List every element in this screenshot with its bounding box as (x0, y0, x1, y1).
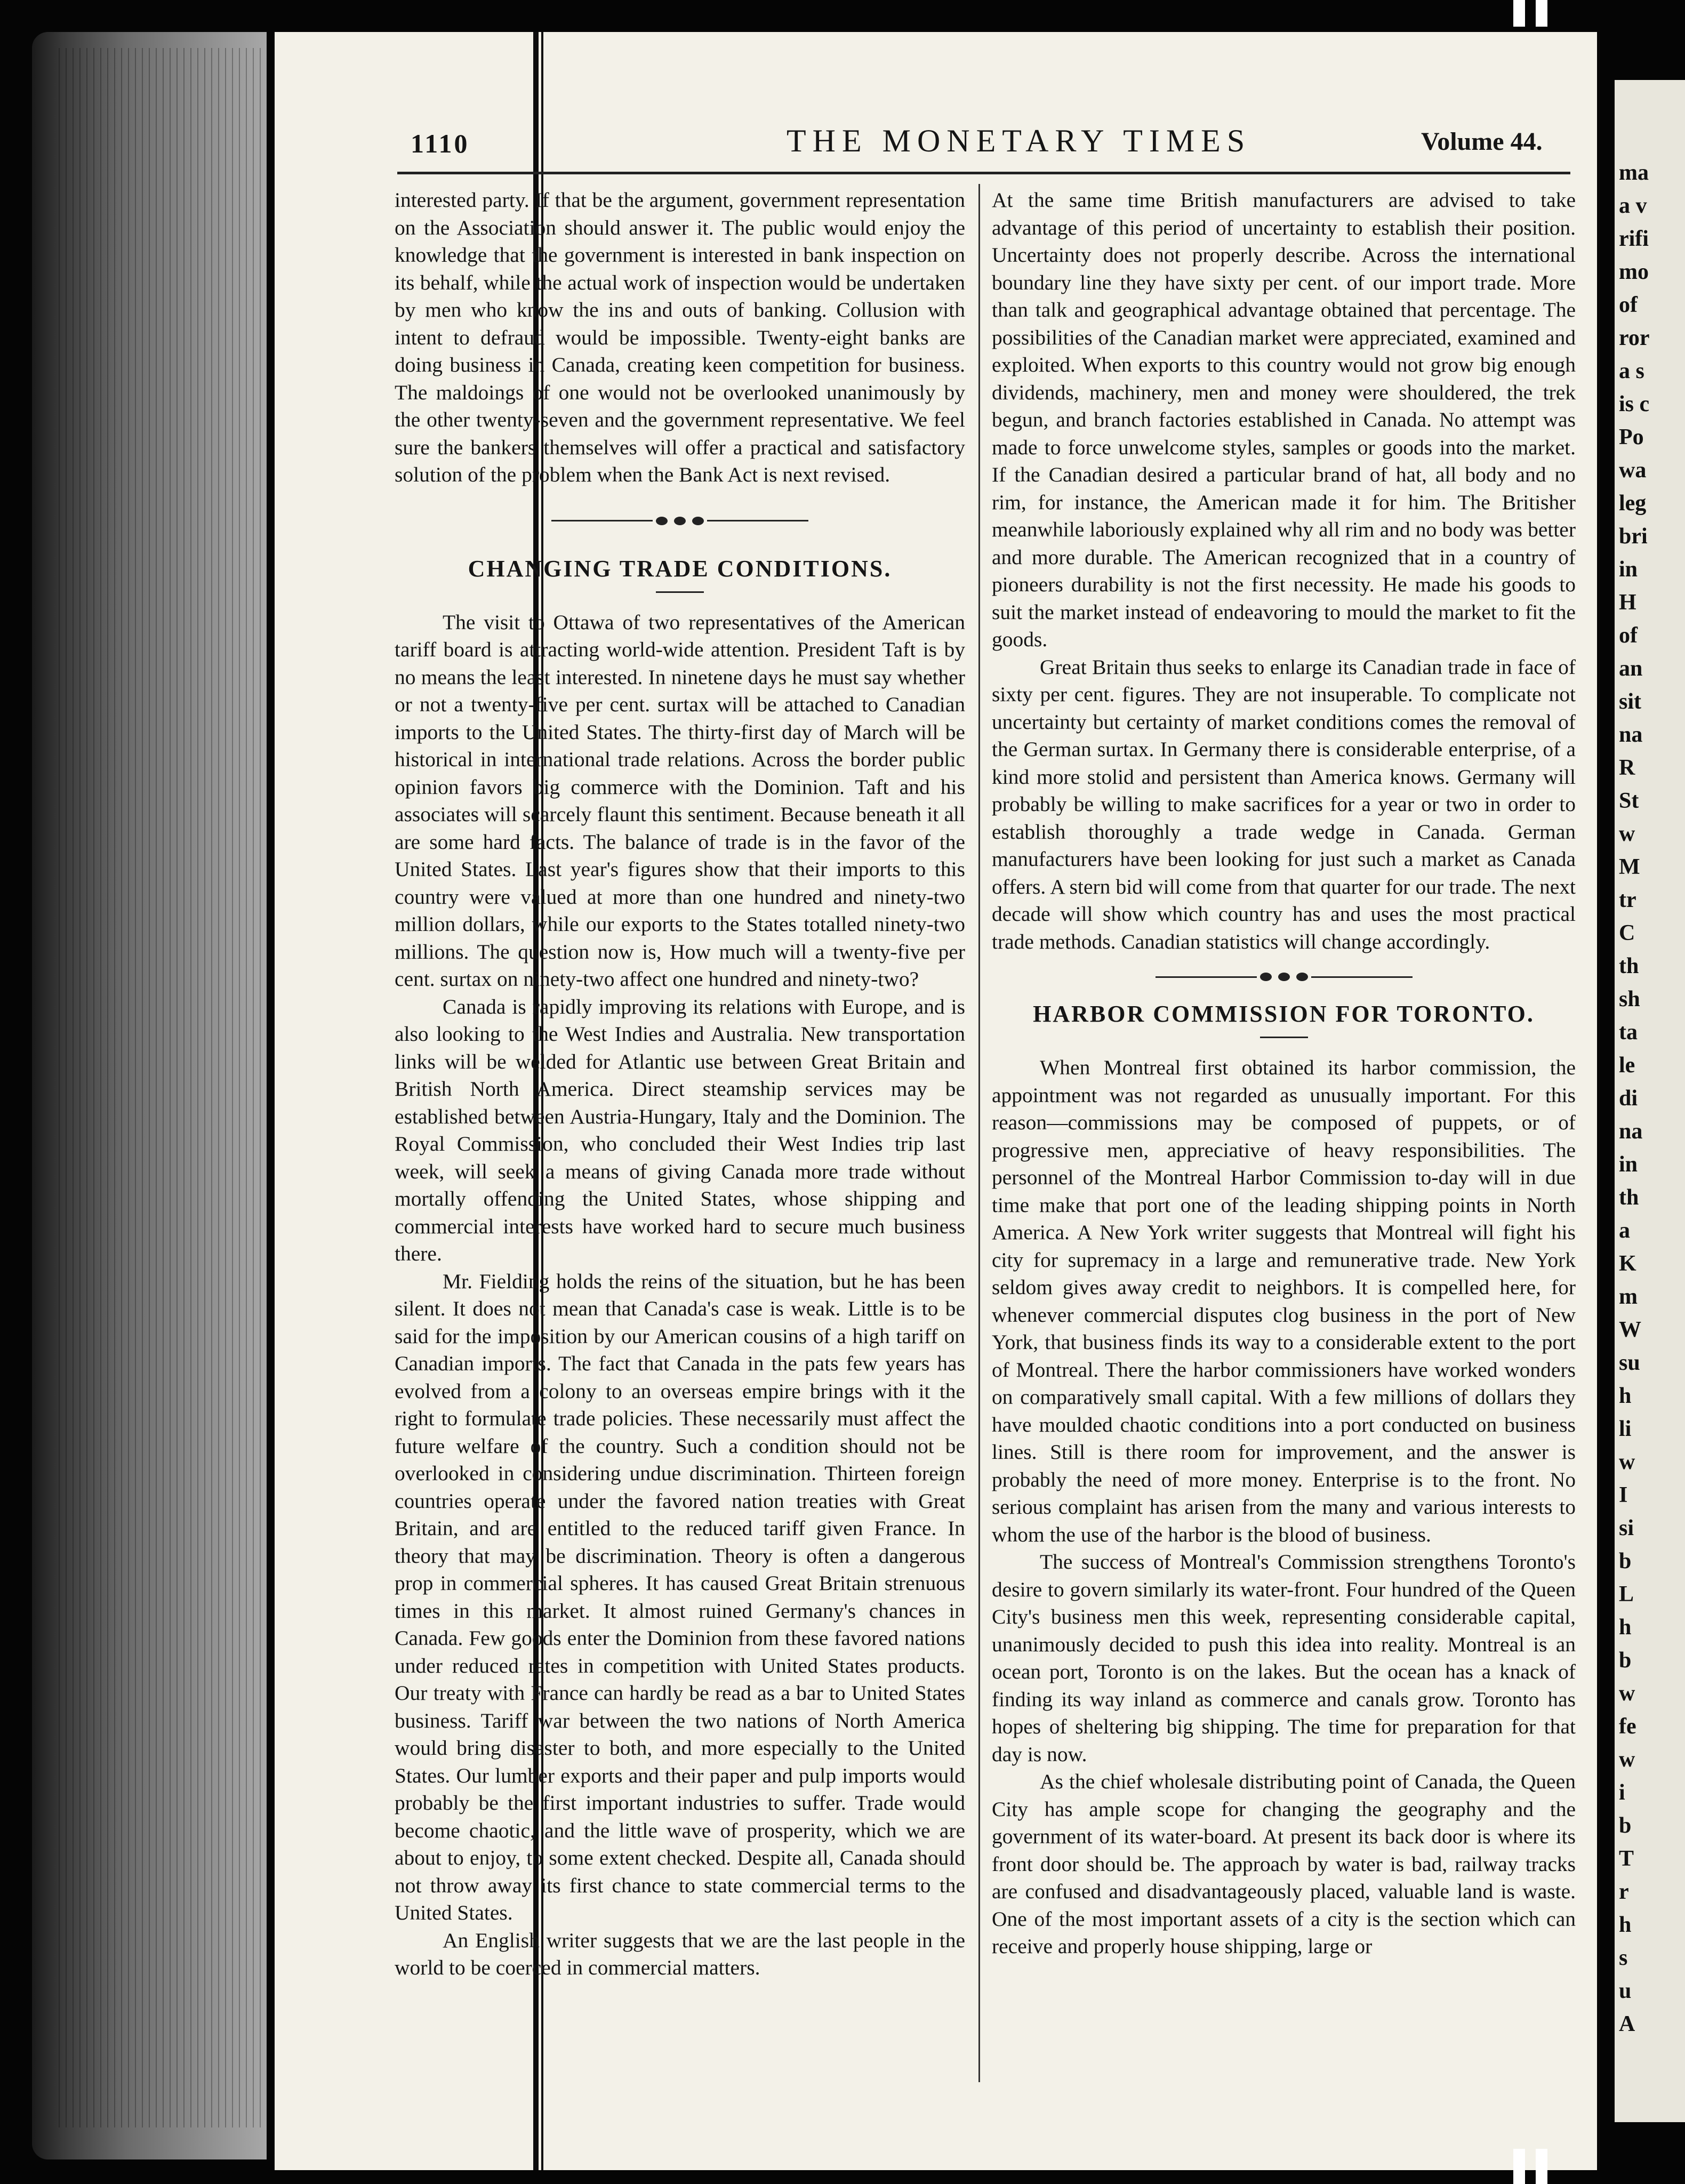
heading-rule (1260, 1037, 1308, 1038)
facing-page-fragment: sh (1619, 987, 1640, 1011)
facing-page-fragment: s (1619, 1946, 1628, 1970)
facing-page-fragment: mo (1619, 260, 1649, 284)
ornament-divider (992, 966, 1576, 987)
paragraph: interested party. If that be the argument, government representation on the Association should answer it. The public would enjoy the knowledge that the government is interested in bank inspection on its behalf, while the actual work of inspection would be undertaken by men who know the ins and outs of banking. Collusion with intent to defraud would be impossible. Twenty-eight banks are doing business in Canada, creating keen competition for business. The maldoings of one would not be overlooked unanimously by the other twenty-seven and the government representative. We feel sure the bankers themselves will offer a practical and satisfactory solution of the problem when the Bank Act is next revised. (395, 188, 965, 486)
facing-page-fragment: m (1619, 1284, 1638, 1309)
heading-rule (656, 591, 704, 593)
facing-page-fragment: of (1619, 623, 1638, 648)
facing-page-fragment: w (1619, 1747, 1635, 1772)
facing-page-fragment: h (1619, 1913, 1632, 1937)
paragraph: At the same time British manufacturers are advised to take advantage of this period of uncertainty to establish their position. Uncertainty does not properly describe. Across the international boundary line they have sixty per cent. of our import trade. More than talk and geographical advantage obtained that percentage. The possibilities of the Canadian market were appreciated, examined and exploited. When exports to this country would not grow big enough dividends, machinery, men and money were shouldered, the trek begun, and branch factories established in Canada. No attempt was made to force unwelcome styles, samples or goods into the market. If the Canadian desired a particular brand of hat, all body and no rim, for instance, the American made it for him. The Britisher meanwhile laboriously explained why all rim and no body was better and more durable. The American recognized that in a country of pioneers durability is not the first necessity. He made his goods to suit the market instead of endeavoring to mould the market to fit the goods. (992, 188, 1576, 651)
facing-page-fragment: su (1619, 1351, 1640, 1375)
facing-page-fragment: W (1619, 1318, 1641, 1342)
facing-page-fragment: in (1619, 1152, 1638, 1177)
facing-page-fragment: R (1619, 756, 1635, 780)
facing-page-fragment: wa (1619, 458, 1647, 483)
facing-page-fragment: M (1619, 855, 1640, 879)
facing-page-fragment: C (1619, 921, 1635, 945)
facing-page-fragment: Po (1619, 425, 1644, 449)
facing-page-fragment: a s (1619, 359, 1644, 383)
section-heading: CHANGING TRADE CONDITIONS. (468, 555, 892, 582)
volume-label: Volume 44. (1421, 127, 1543, 156)
facing-page-fragment: leg (1619, 491, 1647, 516)
facing-page-fragment: w (1619, 1450, 1635, 1474)
facing-page-fragment: H (1619, 590, 1636, 615)
facing-page-fragment: St (1619, 789, 1639, 813)
facing-page-fragment: sit (1619, 689, 1641, 714)
newspaper-page (275, 32, 1597, 2170)
film-mark (1536, 0, 1547, 27)
facing-page-fragment: ma (1619, 160, 1649, 185)
facing-page-fragment: b (1619, 1648, 1632, 1673)
facing-page-fragment: ta (1619, 1020, 1638, 1045)
facing-page-fragment: rifi (1619, 227, 1649, 251)
facing-page-fragment: a v (1619, 194, 1647, 218)
facing-page-fragment: an (1619, 656, 1643, 681)
left-column (395, 187, 965, 1982)
section-heading: HARBOR COMMISSION FOR TORONTO. (1033, 1001, 1535, 1027)
masthead: THE MONETARY TIMES (787, 123, 1251, 158)
facing-page-fragment: tr (1619, 888, 1636, 912)
paragraph: As the chief wholesale distributing point of Canada, the Queen City has ample scope for changing the geography and the government of its water-board. At present its back door is where its front door should be. The approach by water is bad, railway tracks are confused and disadvantageously placed, valuable land is waste. One of the most important assets of a city is the section which can receive and properly house shipping, large or (992, 1770, 1576, 1958)
facing-page-fragment: in (1619, 557, 1638, 582)
paragraph: Mr. Fielding holds the reins of the situation, but he has been silent. It does not mean that Canada's case is weak. Little is to be said for the imposition by our American cousins of a high tariff on Canadian imports. The fact that Canada in the pats few years has evolved from a colony to an overseas empire brings with it the right to formulate trade policies. These necessarily must affect the future welfare of the country. Such a condition should not be overlooked in considering undue discrimination. Thirteen foreign countries operate under the favored nation treaties with Great Britain, and are entitled to the reduced tariff given France. In theory that may be discrimination. Theory is often a dangerous prop in commercial spheres. It has caused Great Britain strenuous times in this market. It almost ruined Germany's chances in Canada. Few goods enter the Dominion from these favored nations under reduced rates in competition with United States products. Our treaty with France can hardly be read as a bar to United States business. Tariff war between the two nations of North America would bring disaster to both, and more especially to the United States. Our lumber exports and their paper and pulp imports would probably be the first important industries to suffer. Trade would become chaotic, and the little wave of prosperity, which we are about to enjoy, to some extent checked. Despite all, Canada should not throw away its first chance to state commercial terms to the United States. (395, 1269, 965, 1924)
paragraph: Canada is rapidly improving its relations with Europe, and is also looking to the West Indies and Australia. New transportation links will be welded for Atlantic use between Great Britain and British North America. Direct steamship services may be established between Austria-Hungary, Italy and the Dominion. The Royal Commission, who concluded their West Indies trip last week, will seek a means of giving Canada more trade without mortally offending the United States, whose shipping and commercial interests have worked hard to secure much business there. (395, 994, 965, 1265)
paragraph: Great Britain thus seeks to enlarge its Canadian trade in face of sixty per cent. figures. They are not insuperable. To complicate not uncertainty but certainty of market conditions comes the removal of the German surtax. In Germany there is considerable enterprise, of a kind more stolid and persistent than America knows. Germany will probably be willing to make sacrifices for a year or two in order to establish thoroughly a trade wedge in Canada. German manufacturers have been looking for just such a market as Canada offers. A stern bid will come from that quarter for our trade. The next decade will show which country has and uses the most practical trade methods. Canadian statistics will change accordingly. (992, 655, 1576, 953)
facing-page-fragment: L (1619, 1582, 1634, 1607)
facing-page-fragment: w (1619, 1681, 1635, 1706)
facing-page-fragment: I (1619, 1483, 1628, 1507)
facing-page-fragment: h (1619, 1615, 1632, 1640)
facing-page (1615, 80, 1685, 2122)
facing-page-fragment: i (1619, 1780, 1625, 1805)
page-edges (59, 48, 267, 2127)
column-rule (978, 184, 980, 2082)
facing-page-fragment: li (1619, 1417, 1632, 1441)
facing-page-fragment: u (1619, 1979, 1632, 2003)
paragraph: The success of Montreal's Commission strengthens Toronto's desire to govern similarly its water-front. Four hundred of the Queen City's business men this week, representing considerable capital, unanimously decided to push this idea into reality. Montreal is an ocean port, Toronto is on the lakes. But the ocean has a knack of finding its way inland as commerce and canals grow. Toronto has hopes of sheltering big shipping. The time for preparation for that day is now. (992, 1550, 1576, 1766)
facing-page-fragment: a (1619, 1218, 1630, 1243)
running-head (275, 123, 1597, 171)
facing-page-fragment: na (1619, 1119, 1643, 1144)
facing-page-fragment: fe (1619, 1714, 1636, 1739)
facing-page-fragment: b (1619, 1813, 1632, 1838)
facing-page-fragment: le (1619, 1053, 1635, 1078)
facing-page-fragment: si (1619, 1516, 1634, 1540)
facing-page-fragment: bri (1619, 524, 1648, 549)
paragraph: An English writer suggests that we are the last people in the world to be coerced in commercial matters. (395, 1928, 965, 1979)
facing-page-fragment: K (1619, 1251, 1636, 1276)
paragraph: The visit to Ottawa of two representatives of the American tariff board is attracting world-wide attention. President Taft is by no means the least interested. In ninetene days he must say whether or not a twenty-five per cent. surtax will be attached to Canadian imports to the United States. The thirty-first day of March will be historical in international trade relations. Across the border public opinion favors big commerce with the Dominion. Taft and his associates will scarcely flaunt this sentiment. Because beneath it all are some hard facts. The balance of trade is in the favor of the United States. Last year's figures show that their imports to this country were valued at more than one hundred and ninety-two million dollars, while our exports to the States totalled ninety-two millions. The question now is, How much will a twenty-five per cent. surtax on ninety-two affect one hundred and ninety-two? (395, 610, 965, 991)
film-mark (1513, 2149, 1525, 2184)
facing-page-fragment: na (1619, 722, 1643, 747)
film-mark (1513, 0, 1525, 27)
ornament-divider (395, 510, 965, 532)
facing-page-fragment: of (1619, 293, 1638, 317)
facing-page-fragment: ror (1619, 326, 1650, 350)
header-rule (397, 172, 1570, 174)
facing-page-fragment: b (1619, 1549, 1632, 1573)
facing-page-fragment: th (1619, 954, 1639, 978)
facing-page-fragment: T (1619, 1846, 1634, 1871)
facing-page-fragment: th (1619, 1185, 1639, 1210)
facing-page-fragment: w (1619, 822, 1635, 846)
facing-page-fragment: di (1619, 1086, 1638, 1111)
facing-page-fragment: A (1619, 2012, 1635, 2036)
right-column (992, 187, 1576, 1961)
film-mark (1536, 2149, 1547, 2184)
facing-page-fragment: r (1619, 1880, 1629, 1904)
facing-page-fragment: is c (1619, 392, 1650, 416)
page-number: 1110 (411, 129, 470, 158)
facing-page-fragment: h (1619, 1384, 1632, 1408)
paragraph: When Montreal first obtained its harbor commission, the appointment was not regarded as unusually important. For this reason—commissions may be composed of puppets, or of progressive men, appreciative of heavy responsibilities. The personnel of the Montreal Harbor Commission to-day will in due time make that port one of the leading shipping points in North America. A New York writer suggests that Montreal will fight his city for supremacy in a large and remunerative trade. New York seldom gives away credit to neighbors. It is compelled here, for whenever commercial disputes clog business in the port of New York, that business finds its way to a considerable extent to the port of Montreal. There the harbor commissioners have worked wonders on comparatively small capital. With a few millions of dollars they have moulded chaotic conditions into a port conducted on business lines. Still is there room for improvement, and the answer is probably the need of more money. Enterprise is to the front. No serious complaint has arisen from the many and various interests to whom the use of the harbor is the blood of business. (992, 1056, 1576, 1546)
